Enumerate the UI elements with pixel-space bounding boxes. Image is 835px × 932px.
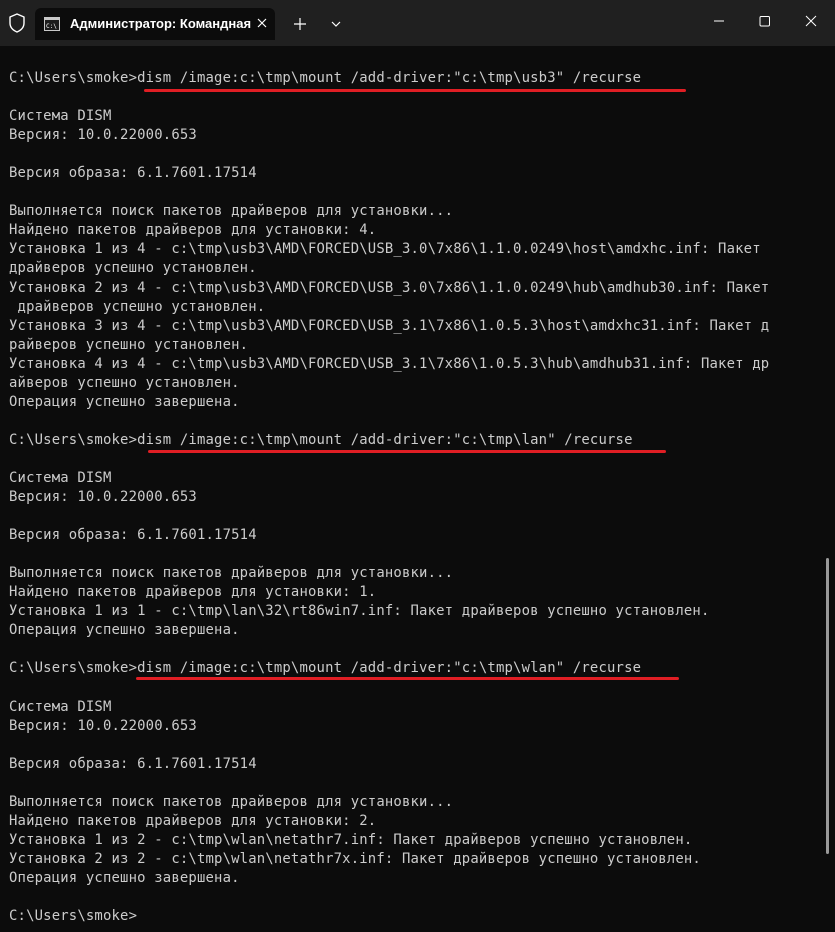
terminal-line: Система DISM [9,108,112,125]
terminal-line: Установка 2 из 4 - c:\tmp\usb3\AMD\FORCED\USB_3.0\7x86\1.1.0.0249\hub\amdhub30.inf: Пакет [9,279,770,296]
command-prompt-icon [44,17,60,31]
title-bar [0,0,835,46]
terminal-line: Выполняется поиск пакетов драйверов для установки... [9,203,454,220]
terminal-line: Версия образа: 6.1.7601.17514 [9,165,257,182]
tab-command-prompt[interactable] [35,8,275,40]
tab-title: Администратор: Командная [70,16,252,31]
terminal-line: Версия образа: 6.1.7601.17514 [9,755,257,772]
maximize-button[interactable] [742,0,788,46]
terminal-line: Установка 4 из 4 - c:\tmp\usb3\AMD\FORCED\USB_3.1\7x86\1.0.5.3\hub\amdhub31.inf: Пакет др [9,355,770,372]
close-tab-icon[interactable] [253,14,271,32]
annotation-underline [148,450,666,453]
terminal-line [9,145,824,164]
terminal-line [9,888,824,907]
minimize-button[interactable] [696,0,742,46]
terminal-line: Выполняется поиск пакетов драйверов для установки... [9,565,454,582]
terminal-line: Операция успешно завершена. [9,869,240,886]
new-tab-button[interactable] [290,14,310,34]
terminal-line: райверов успешно установлен. [9,336,249,353]
terminal-line: Версия: 10.0.22000.653 [9,127,197,144]
terminal-line: Установка 2 из 2 - c:\tmp\wlan\netathr7x.inf: Пакет драйверов успешно установлен. [9,850,701,867]
terminal-line: Операция успешно завершена. [9,622,240,639]
terminal-line: Операция успешно завершена. [9,393,240,410]
terminal-line: Установка 1 из 4 - c:\tmp\usb3\AMD\FORCED\USB_3.0\7x86\1.1.0.0249\host\amdxhc.inf: Пакет [9,241,761,258]
terminal-line [9,507,824,526]
terminal-line [9,545,824,564]
terminal-line [9,679,824,698]
terminal-line: C:\Users\smoke>dism /image:c:\tmp\mount /add-driver:"c:\tmp\wlan" /recurse [9,660,642,677]
terminal-output[interactable] [9,69,824,926]
terminal-line: Выполняется поиск пакетов драйверов для установки... [9,793,454,810]
terminal-line: Версия образа: 6.1.7601.17514 [9,527,257,544]
terminal-line [9,774,824,793]
terminal-line: драйверов успешно установлен. [9,298,266,315]
terminal-line: айверов успешно установлен. [9,374,240,391]
annotation-underline [144,89,686,92]
terminal-line [9,640,824,659]
chevron-down-icon[interactable] [326,14,346,34]
terminal-line: C:\Users\smoke>dism /image:c:\tmp\mount /add-driver:"c:\tmp\usb3" /recurse [9,70,642,86]
terminal-line: Версия: 10.0.22000.653 [9,489,197,506]
annotation-underline [136,677,679,680]
shield-icon [9,13,25,33]
terminal-line: драйверов успешно установлен. [9,260,257,277]
terminal-line: Система DISM [9,469,112,486]
terminal-line: Найдено пакетов драйверов для установки: 1. [9,584,377,601]
svg-text:C:\: C:\ [46,23,57,30]
terminal-line: Установка 1 из 1 - c:\tmp\lan\32\rt86win7.inf: Пакет драйверов успешно установлен. [9,603,710,620]
scrollbar[interactable] [826,558,829,854]
close-window-button[interactable] [788,0,834,46]
terminal-line: Найдено пакетов драйверов для установки: 4. [9,222,377,239]
terminal-line [9,412,824,431]
terminal-line [9,183,824,202]
terminal-line: C:\Users\smoke>dism /image:c:\tmp\mount /add-driver:"c:\tmp\lan" /recurse [9,431,633,448]
terminal-line: C:\Users\smoke> [9,908,138,925]
terminal-line [9,736,824,755]
terminal-line: Установка 1 из 2 - c:\tmp\wlan\netathr7.inf: Пакет драйверов успешно установлен. [9,831,693,848]
terminal-line: Установка 3 из 4 - c:\tmp\usb3\AMD\FORCED\USB_3.1\7x86\1.0.5.3\host\amdxhc31.inf: Пакет д [9,317,770,334]
terminal-line: Найдено пакетов драйверов для установки: 2. [9,812,377,829]
terminal-line: Система DISM [9,698,112,715]
terminal-line: Версия: 10.0.22000.653 [9,717,197,734]
